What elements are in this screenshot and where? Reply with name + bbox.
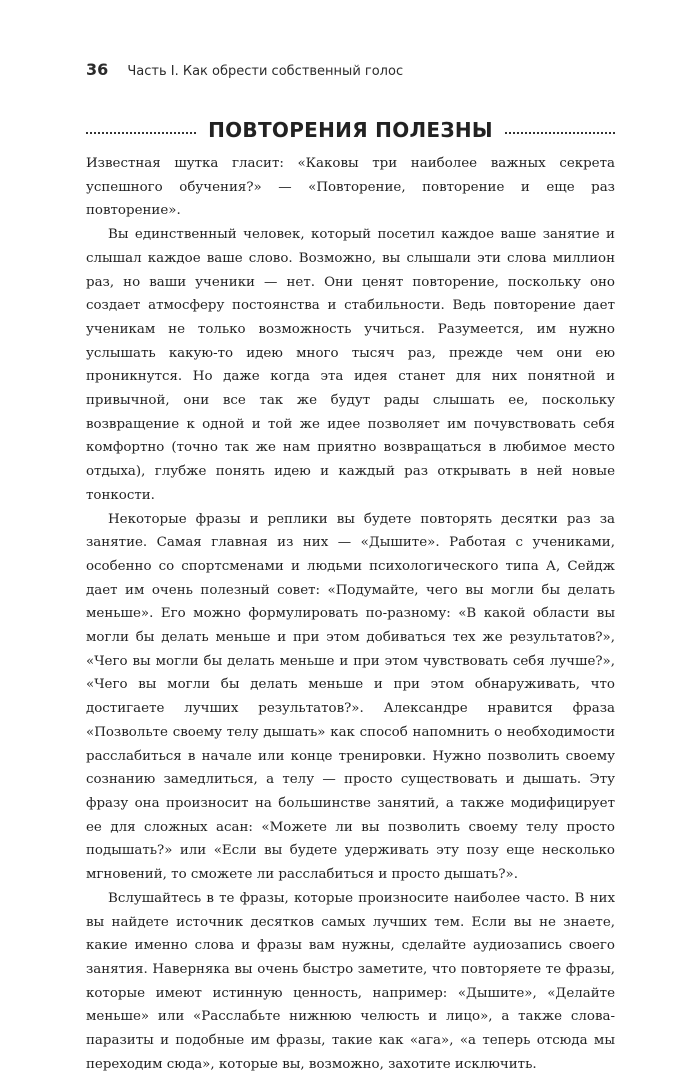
body-text [86,152,615,1076]
section-heading [86,112,615,148]
dotted-rule-left [86,132,196,134]
dotted-rule-right [505,132,615,134]
page-number: 36 [86,60,109,79]
running-head [86,60,403,79]
paragraph: Вы единственный человек, который посетил каждое ваше занятие и слышал каждое ваше слово. Возможно, вы слышали эти слова миллион раз, но ваши ученики — нет. Они ценят повторение, поскольку оно создает атмосферу постоянства и стабильности. Ведь повторение дает ученикам не только возможность учиться. Разумеется, им нужно услышать какую-то идею много тысяч раз, прежде чем они ею проникнутся. Но даже когда эта идея станет для них понятной и привычной, они все так же будут рады слышать ее, поскольку возвращение к одной и той же идее позволяет им почувствовать себя комфортно (точно так же нам приятно возвращаться в любимое место отдыха), глубже понять идею и каждый раз открывать в ней новые тонкости. [86,227,615,503]
paragraph: Вслушайтесь в те фразы, которые произносите наиболее часто. В них вы найдете источник десятков самых лучших тем. Если вы не знаете, какие именно слова и фразы вам нужны, сделайте аудиозапись своего занятия. Наверняка вы очень быстро заметите, что повторяете те фразы, которые имеют истинную ценность, например: «Дышите», «Делайте меньше» или «Расслабьте нижнюю челюсть и лицо», а также слова-паразиты и подобные им фразы, такие как «ага», «а теперь отсюда мы переходим сюда», которые вы, возможно, захотите исключить. [86,890,615,1072]
paragraph: Некоторые фразы и реплики вы будете повторять десятки раз за занятие. Самая главная из них — «Дышите». Работая с учениками, особенно со спортсменами и людьми психологического типа А, Сейдж дает им очень полезный совет: «Подумайте, чего вы могли бы делать меньше». Его можно формулировать по-разному: «В какой области вы могли бы делать меньше и при этом добиваться тех же результатов?», «Чего вы могли бы делать меньше и при этом чувствовать себя лучше?», «Чего вы могли бы делать меньше и при этом обнаруживать, что достигаете лучших результатов?». Александре нравится фраза «Позвольте своему телу дышать» как способ напомнить о необходимости расслабиться в начале или конце тренировки. Нужно позволить своему сознанию замедлиться, а телу — просто существовать и дышать. Эту фразу она произносит на большинстве занятий, а также модифицирует ее для сложных асан: «Можете ли вы позволить своему телу просто подышать?» или «Если вы будете удерживать эту позу еще несколько мгновений, то сможете ли расслабиться и просто дышать?». [86,511,615,883]
section-title: ПОВТОРЕНИЯ ПОЛЕЗНЫ [208,118,493,142]
running-title: Часть I. Как обрести собственный голос [127,64,404,79]
paragraph: Известная шутка гласит: «Каковы три наиболее важных секрета успешного обучения?» — «Повторение, повторение и еще раз повторение». [86,156,615,219]
